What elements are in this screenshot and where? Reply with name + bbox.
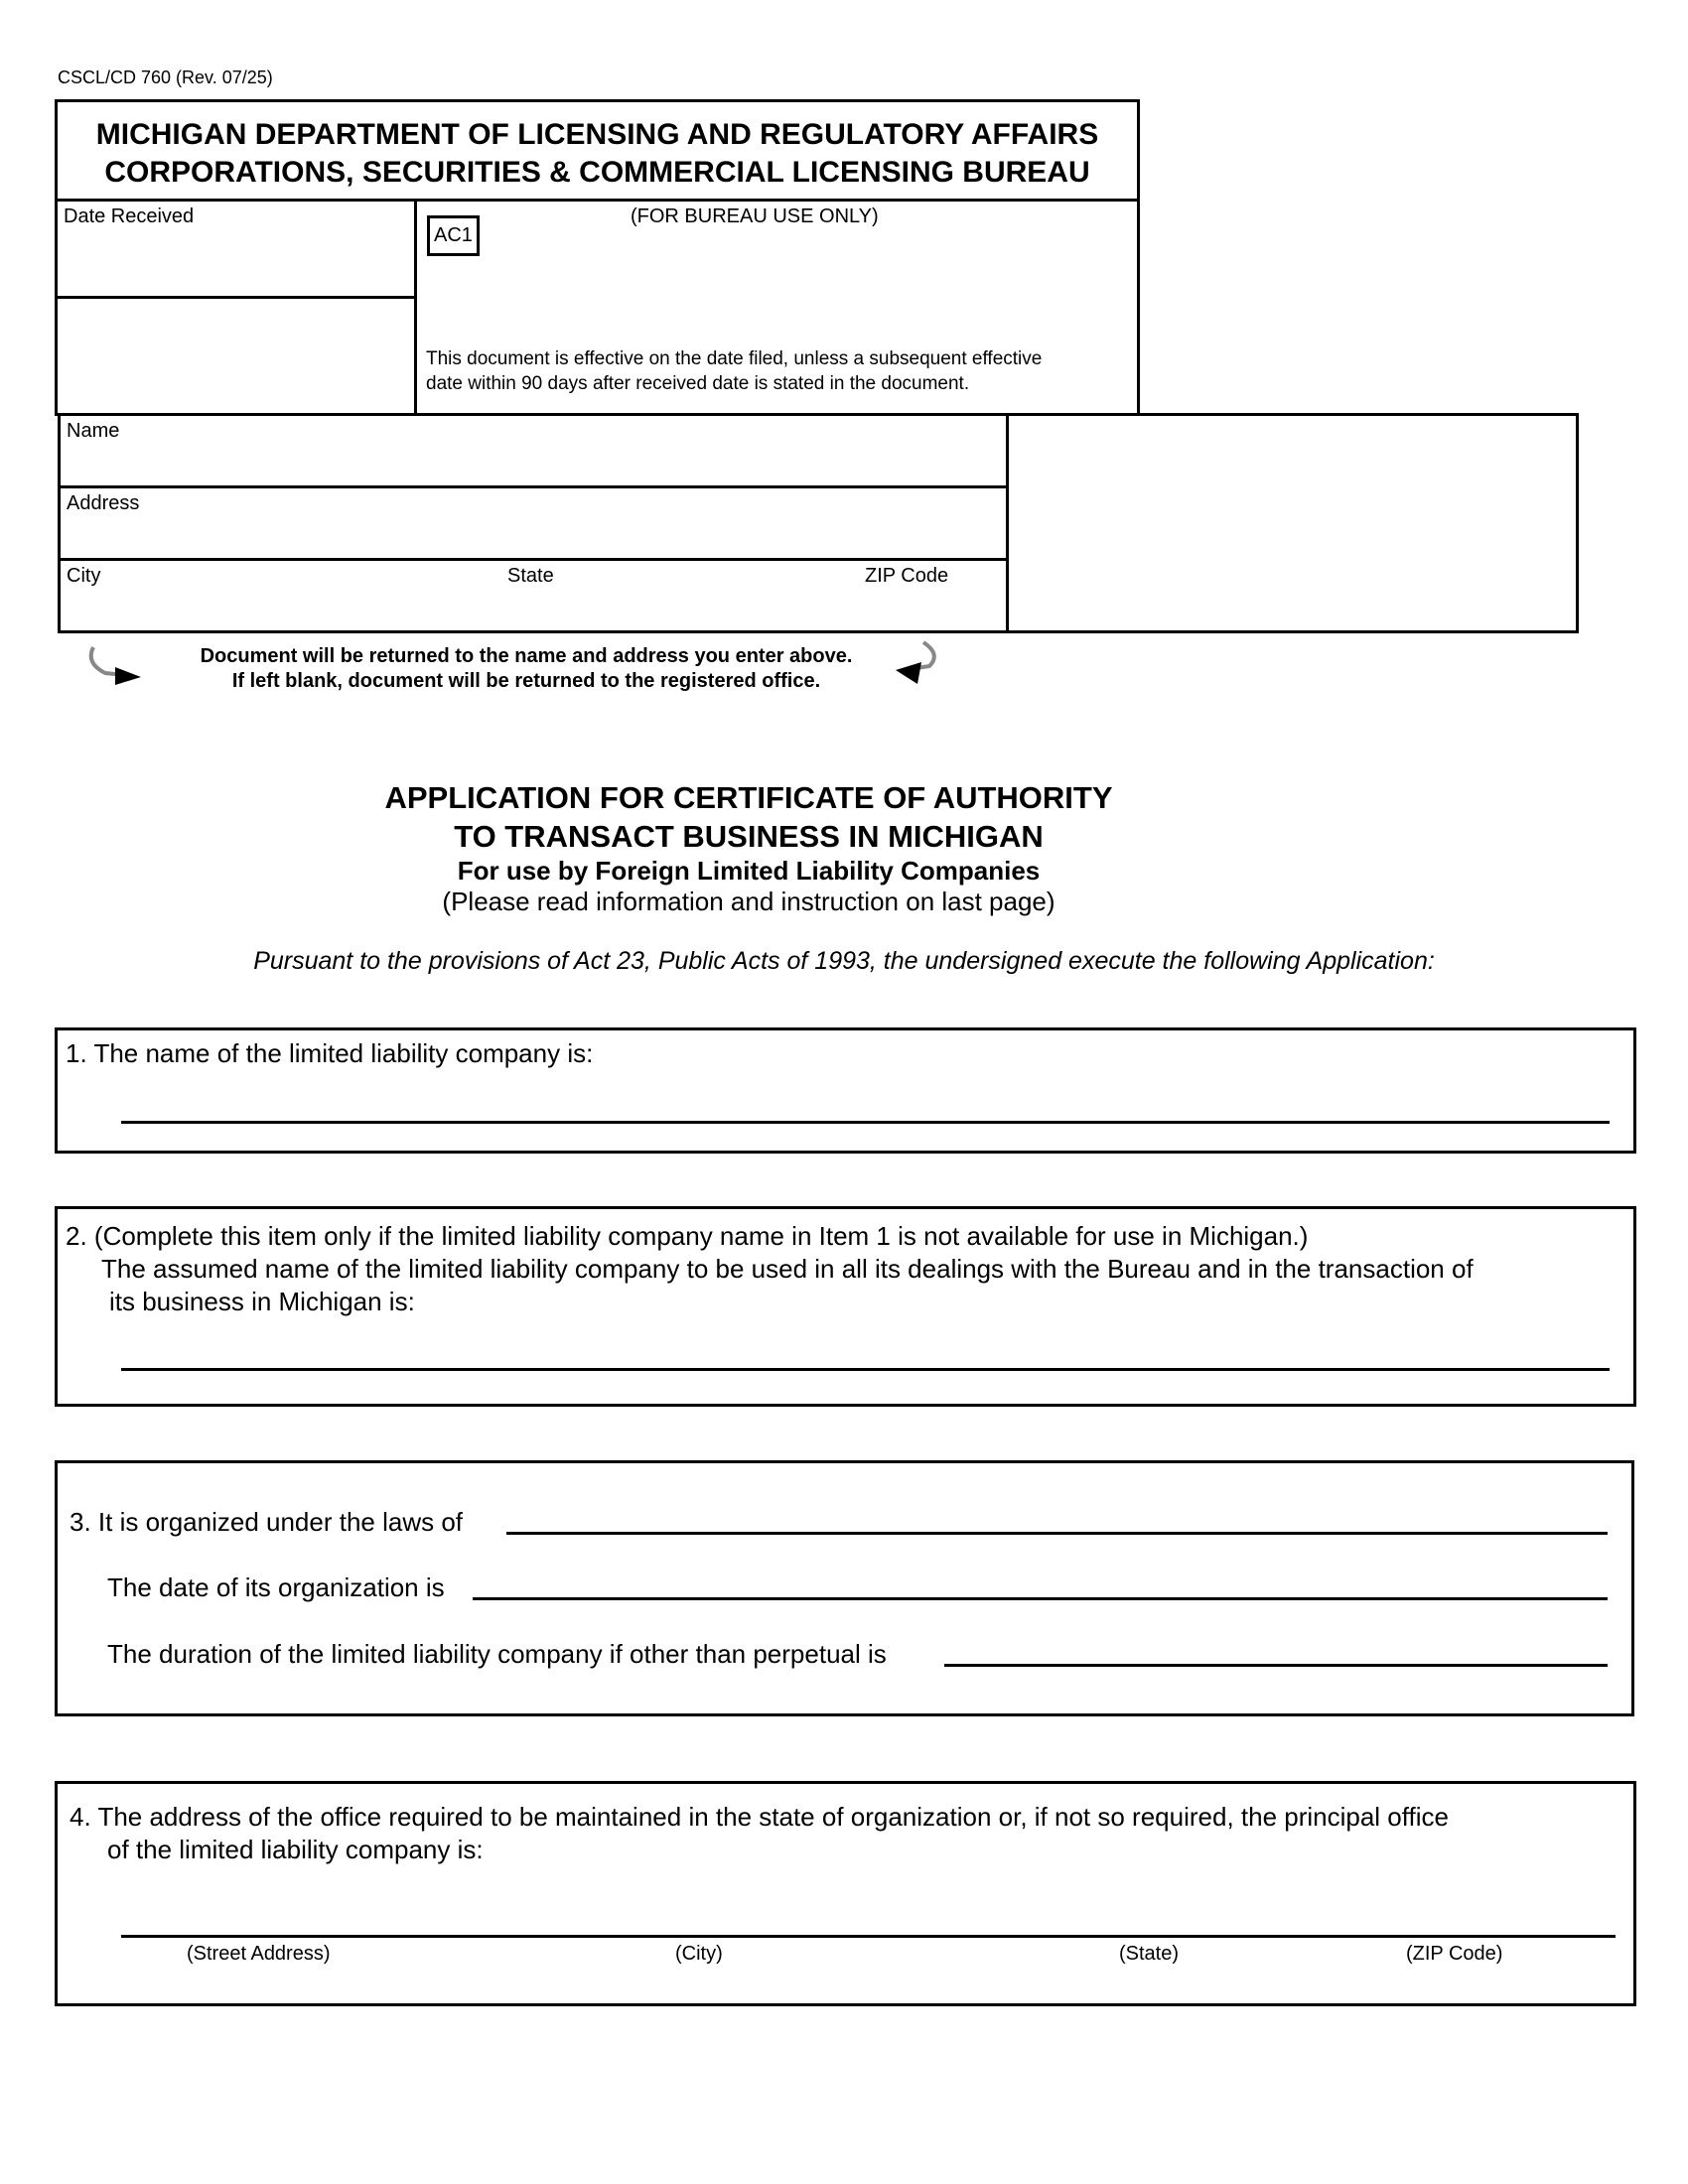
item2-line1: 2. (Complete this item only if the limited liability company name in Item 1 is not available for use in Michigan.) bbox=[66, 1221, 1309, 1251]
item4-street-label: (Street Address) bbox=[187, 1943, 331, 1965]
item4-state-label: (State) bbox=[1119, 1943, 1180, 1965]
return-name-field[interactable] bbox=[58, 413, 1009, 488]
return-address-field[interactable] bbox=[58, 485, 1009, 561]
agency-name: MICHIGAN DEPARTMENT OF LICENSING AND REGULATORY AFFAIRS bbox=[95, 118, 1099, 151]
item2-line3: its business in Michigan is: bbox=[109, 1287, 415, 1316]
return-notice-line1: Document will be returned to the name and address you enter above. bbox=[200, 645, 853, 667]
form-title-line2: TO TRANSACT BUSINESS IN MICHIGAN bbox=[454, 819, 1044, 854]
bureau-use-box bbox=[414, 199, 1140, 416]
date-received-label: Date Received bbox=[64, 205, 195, 227]
ac1-code: AC1 bbox=[427, 215, 480, 256]
item3-box bbox=[55, 1460, 1634, 1716]
filer-info-box bbox=[1006, 413, 1579, 633]
item4-city-label: (City) bbox=[675, 1943, 723, 1965]
name-label: Name bbox=[67, 420, 120, 442]
item3-duration-field[interactable] bbox=[944, 1664, 1608, 1667]
item4-line1: 4. The address of the office required to be maintained in the state of organization or, if not so required, the principal office bbox=[70, 1802, 1449, 1832]
curved-arrow-right-icon bbox=[894, 640, 943, 686]
effective-line1: This document is effective on the date filed, unless a subsequent effective bbox=[426, 348, 1043, 369]
city-label: City bbox=[67, 565, 101, 587]
bureau-name: CORPORATIONS, SECURITIES & COMMERCIAL LICENSING BUREAU bbox=[104, 156, 1090, 189]
item1-label: 1. The name of the limited liability company is: bbox=[66, 1038, 594, 1068]
item1-llc-name-field[interactable] bbox=[121, 1121, 1610, 1124]
form-title-line1: APPLICATION FOR CERTIFICATE OF AUTHORITY bbox=[384, 780, 1113, 815]
item2-line2: The assumed name of the limited liability company to be used in all its dealings with the Bureau and in the transaction of bbox=[101, 1254, 1474, 1284]
return-city-state-zip-field[interactable] bbox=[58, 558, 1009, 633]
item3-date-label: The date of its organization is bbox=[107, 1572, 445, 1602]
item4-line2: of the limited liability company is: bbox=[107, 1835, 484, 1864]
date-received-box[interactable] bbox=[55, 199, 417, 299]
item1-box bbox=[55, 1027, 1636, 1154]
bureau-use-only: (FOR BUREAU USE ONLY) bbox=[631, 205, 879, 227]
agency-header bbox=[55, 99, 1140, 202]
item3-laws-field[interactable] bbox=[506, 1532, 1608, 1535]
form-code: CSCL/CD 760 (Rev. 07/25) bbox=[58, 68, 273, 87]
pursuant-statement: Pursuant to the provisions of Act 23, Public Acts of 1993, the undersigned execute the following Application: bbox=[253, 947, 1435, 975]
curved-arrow-left-icon bbox=[85, 643, 145, 685]
item4-address-field[interactable] bbox=[121, 1935, 1616, 1938]
item3-date-field[interactable] bbox=[473, 1597, 1608, 1600]
return-notice-line2: If left blank, document will be returned to the registered office. bbox=[231, 670, 821, 692]
item4-box bbox=[55, 1781, 1636, 2006]
zip-label: ZIP Code bbox=[865, 565, 949, 587]
address-label: Address bbox=[67, 492, 140, 514]
item2-box bbox=[55, 1206, 1636, 1407]
item3-duration-label: The duration of the limited liability company if other than perpetual is bbox=[107, 1639, 887, 1669]
form-subtitle: For use by Foreign Limited Liability Companies bbox=[457, 856, 1041, 886]
bureau-blank-box bbox=[55, 296, 417, 416]
state-label: State bbox=[507, 565, 554, 587]
effective-line2: date within 90 days after received date is stated in the document. bbox=[426, 373, 970, 394]
item2-assumed-name-field[interactable] bbox=[121, 1368, 1610, 1371]
item4-zip-label: (ZIP Code) bbox=[1406, 1943, 1503, 1965]
item3-laws-label: 3. It is organized under the laws of bbox=[70, 1507, 464, 1537]
form-instructions-note: (Please read information and instruction on last page) bbox=[442, 887, 1055, 916]
